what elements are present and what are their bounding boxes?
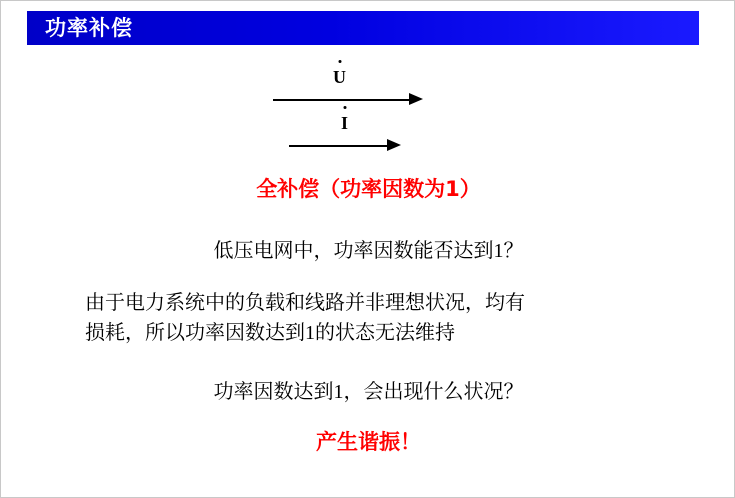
voltage-symbol: U bbox=[333, 67, 346, 87]
voltage-vector-label bbox=[333, 67, 346, 88]
voltage-dot-icon bbox=[338, 60, 341, 63]
question-two-text: 功率因数达到1，会出现什么状况？ bbox=[213, 381, 524, 403]
voltage-vector-line bbox=[273, 99, 411, 101]
explanation-line-two: 损耗，所以功率因数达到1的状态无法维持 bbox=[85, 322, 455, 344]
current-vector-line bbox=[289, 145, 389, 147]
current-vector-arrowhead bbox=[387, 139, 401, 151]
current-vector-label bbox=[341, 113, 348, 134]
question-one-text: 低压电网中，功率因数能否达到1？ bbox=[213, 240, 524, 262]
voltage-vector-arrowhead bbox=[409, 93, 423, 105]
current-dot-icon bbox=[343, 106, 346, 109]
phasor-diagram bbox=[1, 59, 735, 169]
slide-title-bar bbox=[27, 11, 699, 45]
full-compensation-heading: 全补偿（功率因数为1） bbox=[256, 177, 481, 201]
answer-resonance-text: 产生谐振！ bbox=[316, 430, 421, 454]
current-symbol: I bbox=[341, 113, 349, 133]
page-title: 功率补偿 bbox=[45, 15, 133, 40]
explanation-line-one: 由于电力系统中的负载和线路并非理想状况，均有 bbox=[85, 292, 525, 314]
